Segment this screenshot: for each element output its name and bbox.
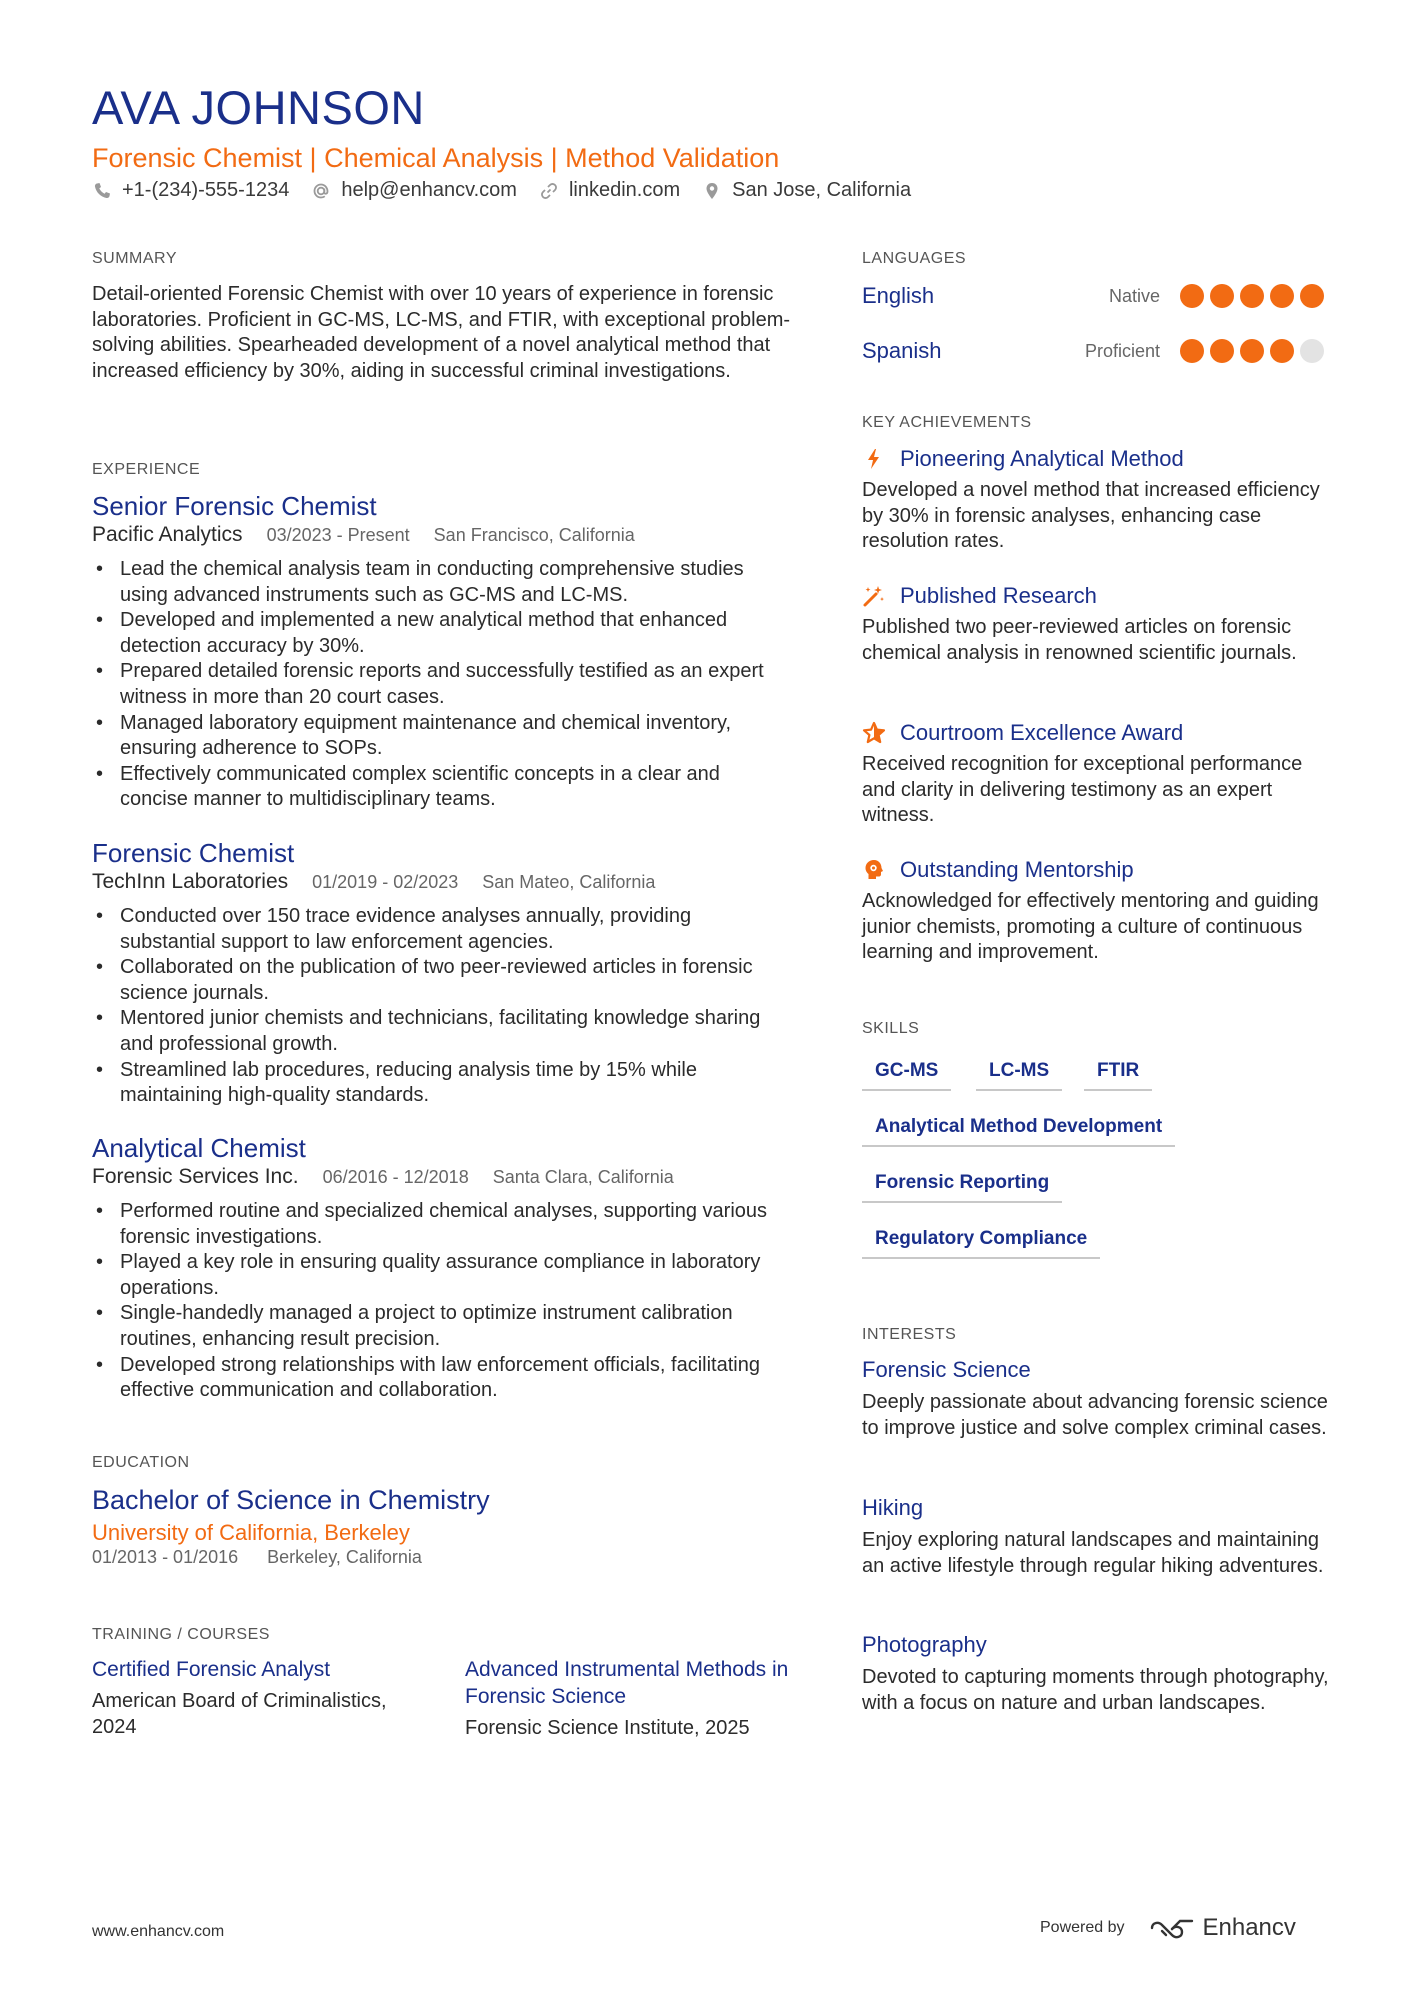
job-bullet: • Managed laboratory equipment maintenance and chemical inventory, ensuring adherence to SOPs. [120, 711, 792, 762]
job-company: Pacific Analytics [92, 523, 243, 546]
job-bullet: • Mentored junior chemists and technicians, facilitating knowledge sharing and professional growth. [120, 1006, 792, 1057]
rating-dot-filled [1180, 284, 1204, 308]
job-bullet: • Lead the chemical analysis team in conducting comprehensive studies using advanced instruments such as GC-MS and LC-MS. [120, 557, 792, 608]
language-rating [1174, 339, 1324, 363]
language-name: Spanish [862, 338, 942, 363]
job-title: Forensic Chemist [92, 838, 295, 868]
skills-heading: SKILLS [862, 1020, 920, 1037]
job-bullet: • Streamlined lab procedures, reducing analysis time by 15% while maintaining high-quality standards. [120, 1058, 792, 1109]
rating-dot-filled [1270, 339, 1294, 363]
summary-heading: SUMMARY [92, 250, 177, 267]
job-dates: 01/2019 - 02/2023 [312, 872, 459, 892]
linkedin-text: linkedin.com [568, 179, 681, 201]
language-row [862, 281, 1324, 311]
job-location: Santa Clara, California [492, 1167, 674, 1187]
skill-tag: Forensic Reporting [862, 1172, 1062, 1203]
job-bullet: • Performed routine and specialized chemical analyses, supporting various forensic investigations. [120, 1199, 792, 1250]
language-level: Proficient [1084, 340, 1160, 361]
email-text: help@enhancv.com [341, 179, 517, 201]
job-entry [92, 838, 792, 1109]
job-company: Forensic Services Inc. [92, 1165, 299, 1188]
rating-dot-filled [1240, 284, 1264, 308]
interest-title: Forensic Science [862, 1357, 1031, 1382]
achievement-title: Outstanding Mentorship [900, 857, 1134, 882]
head-icon [862, 858, 886, 882]
enhancv-logo-icon [1149, 1916, 1195, 1940]
education-heading: EDUCATION [92, 1454, 190, 1471]
job-title: Senior Forensic Chemist [92, 491, 377, 521]
rating-dot-filled [1180, 339, 1204, 363]
skill-tag: GC-MS [862, 1060, 951, 1091]
skill-tag: Analytical Method Development [862, 1116, 1175, 1147]
job-bullets [92, 1199, 792, 1404]
achievement-title: Published Research [900, 583, 1097, 608]
achievement-item [862, 446, 1332, 555]
job-company: TechInn Laboratories [92, 870, 289, 893]
candidate-title: Forensic Chemist | Chemical Analysis | Method Validation [92, 143, 780, 173]
star-icon [862, 721, 886, 745]
job-bullet: • Played a key role in ensuring quality assurance compliance in laboratory operations. [120, 1250, 792, 1301]
interest-desc: Deeply passionate about advancing forensic science to improve justice and solve complex criminal cases. [862, 1391, 1328, 1439]
achievement-desc: Published two peer-reviewed articles on forensic chemical analysis in renowned scientific journals. [862, 616, 1297, 664]
experience-heading: EXPERIENCE [92, 461, 201, 478]
job-bullets [92, 557, 792, 813]
skill-tag: Regulatory Compliance [862, 1228, 1100, 1259]
job-meta [92, 1165, 792, 1189]
language-name: English [862, 283, 935, 308]
achievement-desc: Acknowledged for effectively mentoring and guiding junior chemists, promoting a culture of continuous learning and improvement. [862, 890, 1319, 964]
contact-email[interactable] [311, 179, 517, 202]
location-text: San Jose, California [732, 179, 912, 201]
achievement-item [862, 583, 1332, 666]
education-degree: Bachelor of Science in Chemistry [92, 1485, 490, 1515]
achievement-item [862, 720, 1332, 829]
course-entry [92, 1656, 392, 1740]
magic-wand-icon [862, 584, 886, 608]
job-bullet: • Collaborated on the publication of two peer-reviewed articles in forensic science journals. [120, 955, 792, 1006]
location-pin-icon [702, 181, 722, 201]
contact-bar [92, 179, 933, 202]
course-entry [465, 1656, 795, 1742]
contact-location [702, 179, 911, 202]
rating-dot-filled [1240, 339, 1264, 363]
job-bullet: • Effectively communicated complex scientific concepts in a clear and concise manner to multidisciplinary teams. [120, 762, 792, 813]
education-entry [92, 1484, 792, 1568]
interests-heading: INTERESTS [862, 1326, 957, 1343]
job-meta [92, 523, 792, 547]
job-location: San Francisco, California [433, 525, 635, 545]
job-dates: 06/2016 - 12/2018 [322, 1167, 469, 1187]
phone-text: +1-(234)-555-1234 [122, 179, 290, 201]
enhancv-logo[interactable] [1149, 1914, 1296, 1942]
interest-desc: Enjoy exploring natural landscapes and maintaining an active lifestyle through regular hiking adventures. [862, 1529, 1324, 1577]
job-entry [92, 1133, 792, 1404]
language-rating [1174, 284, 1324, 308]
job-bullet: • Developed strong relationships with law enforcement officials, facilitating effective communication and collaboration. [120, 1353, 792, 1404]
link-icon [539, 181, 559, 201]
footer-website[interactable]: www.enhancv.com [92, 1923, 225, 1940]
job-bullet: • Conducted over 150 trace evidence analyses annually, providing substantial support to law enforcement agencies. [120, 904, 792, 955]
course-org: Forensic Science Institute, 2025 [465, 1717, 750, 1739]
powered-by-label: Powered by [1040, 1919, 1125, 1936]
job-dates: 03/2023 - Present [266, 525, 410, 545]
course-title: Advanced Instrumental Methods in Forensic Science [465, 1658, 789, 1708]
interest-item [862, 1356, 1332, 1441]
brand-name: Enhancv [1202, 1914, 1296, 1941]
training-heading: TRAINING / COURSES [92, 1626, 270, 1643]
contact-linkedin[interactable] [539, 179, 680, 202]
job-bullet: • Developed and implemented a new analytical method that enhanced detection accuracy by 30%. [120, 608, 792, 659]
education-school: University of California, Berkeley [92, 1520, 410, 1545]
education-location: Berkeley, California [267, 1547, 422, 1567]
skill-tag: FTIR [1084, 1060, 1152, 1091]
skill-tag: LC-MS [976, 1060, 1062, 1091]
job-title: Analytical Chemist [92, 1133, 306, 1163]
at-icon [311, 181, 331, 201]
candidate-name: AVA JOHNSON [92, 81, 425, 134]
achievement-title: Pioneering Analytical Method [900, 446, 1184, 471]
phone-icon [92, 181, 112, 201]
course-org: American Board of Criminalistics, 2024 [92, 1690, 387, 1738]
language-level: Native [1108, 285, 1160, 306]
job-meta [92, 870, 792, 894]
interest-desc: Devoted to capturing moments through photography, with a focus on nature and urban landscapes. [862, 1666, 1329, 1714]
interest-title: Hiking [862, 1495, 924, 1520]
rating-dot-filled [1210, 284, 1234, 308]
contact-phone[interactable] [92, 179, 289, 202]
rating-dot-filled [1210, 339, 1234, 363]
job-bullet: • Prepared detailed forensic reports and successfully testified as an expert witness in more than 20 court cases. [120, 659, 792, 710]
job-entry [92, 491, 792, 813]
interest-item [862, 1631, 1332, 1716]
interest-title: Photography [862, 1632, 987, 1657]
achievement-title: Courtroom Excellence Award [900, 720, 1184, 745]
summary-section [92, 282, 792, 384]
achievement-item [862, 857, 1332, 966]
languages-heading: LANGUAGES [862, 250, 967, 267]
interest-item [862, 1494, 1332, 1579]
job-bullet: • Single-handedly managed a project to optimize instrument calibration routines, enhancing result precision. [120, 1301, 792, 1352]
language-row [862, 336, 1324, 366]
rating-dot-filled [1300, 284, 1324, 308]
rating-dot-empty [1300, 339, 1324, 363]
course-title: Certified Forensic Analyst [92, 1658, 331, 1681]
achievement-desc: Developed a novel method that increased efficiency by 30% in forensic analyses, enhancing case resolution rates. [862, 479, 1320, 553]
achievement-desc: Received recognition for exceptional performance and clarity in delivering testimony as an expert witness. [862, 753, 1303, 827]
job-location: San Mateo, California [482, 872, 656, 892]
rating-dot-filled [1270, 284, 1294, 308]
footer-branding [1040, 1914, 1296, 1942]
education-dates: 01/2013 - 01/2016 [92, 1547, 239, 1567]
summary-text: Detail-oriented Forensic Chemist with over 10 years of experience in forensic laboratories. Proficient in GC-MS, LC-MS, and FTIR, with exceptional problem-solving abilities. Spearheaded development of a novel analytical method that increased efficiency by 30%, aiding in successful criminal investigations. [92, 283, 791, 382]
lightning-icon [862, 447, 886, 471]
achievements-heading: KEY ACHIEVEMENTS [862, 414, 1032, 431]
job-bullets [92, 904, 792, 1109]
education-meta [92, 1547, 792, 1568]
